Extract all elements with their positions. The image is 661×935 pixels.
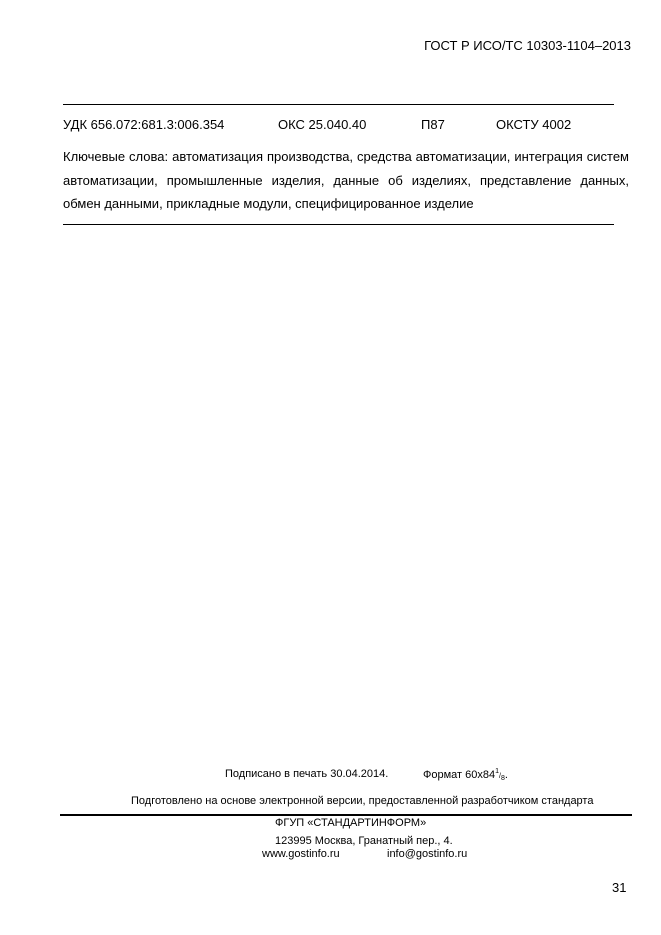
udk-code: УДК 656.072:681.3:006.354	[63, 117, 225, 132]
publisher-divider	[60, 814, 632, 816]
page-number: 31	[612, 880, 627, 895]
signed-date: Подписано в печать 30.04.2014.	[225, 768, 389, 780]
paper-format-denominator: 8	[500, 775, 505, 782]
publisher-email[interactable]: info@gostinfo.ru	[387, 848, 468, 860]
publisher-website[interactable]: www.gostinfo.ru	[262, 848, 340, 860]
paper-format-numerator: 1	[495, 768, 500, 775]
okstu-code: ОКСТУ 4002	[496, 117, 572, 132]
top-divider	[63, 104, 614, 105]
paper-format: Формат $60х84^1/_8$.	[423, 768, 508, 782]
paper-format-prefix: Формат 60х84	[423, 769, 496, 781]
keywords-divider	[63, 224, 614, 225]
keywords-text: автоматизация производства, средства автоматизации, интеграция систем автоматизации, промышленные изделия, данные об изделиях, представление данных, обмен данными, прикладные модули, специфицированное изделие	[63, 149, 629, 211]
publisher-name: ФГУП «СТАНДАРТИНФОРМ»	[275, 817, 427, 829]
standard-code: ГОСТ Р ИСО/ТС 10303-1104–2013	[424, 38, 631, 53]
keywords-label: Ключевые слова:	[63, 149, 169, 164]
oks-code: ОКС 25.040.40	[278, 117, 367, 132]
group-code: П87	[421, 117, 445, 132]
keywords-paragraph	[63, 145, 629, 216]
publisher-address: 123995 Москва, Гранатный пер., 4.	[275, 835, 453, 847]
paper-format-end: .	[504, 769, 508, 781]
prepared-note: Подготовлено на основе электронной версии, предоставленной разработчиком стандарта	[131, 795, 594, 807]
